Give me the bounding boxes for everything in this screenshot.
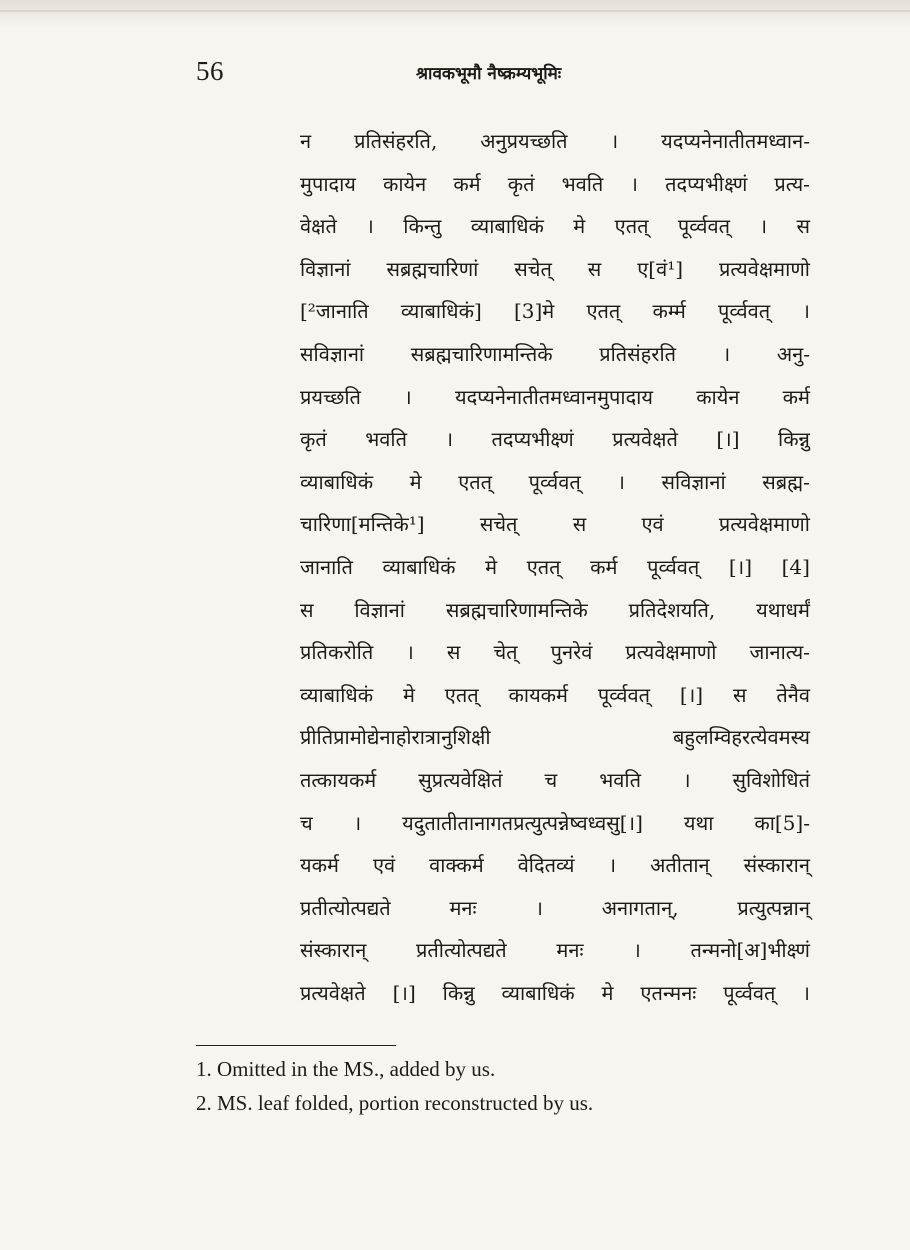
text-word: तेनैव [776,682,810,707]
text-word: । [802,299,810,324]
text-word: एवं [372,853,396,878]
text-word: व्याबाधिकं [501,980,575,1005]
text-line [300,716,810,759]
text-word: विज्ञानां [354,597,405,622]
text-word: संस्कारान् [743,853,810,878]
text-line [300,290,810,333]
text-word: । [608,853,617,878]
text-word: [।] [716,427,740,452]
text-word: प्रतीत्योत्पद्यते [300,895,391,920]
text-line [300,333,810,376]
scan-edge-line [0,10,910,12]
text-word: वेक्षते [300,214,337,239]
text-line [300,120,810,163]
text-word: जानाति [300,554,353,579]
text-word: प्रीतिप्रामोद्येनाहोरात्रानुशिक्षी [300,725,491,750]
text-word: स [572,512,587,537]
text-word: यदुतातीतानागतप्रत्युत्पन्नेष्वध्वसु[।] [402,810,643,835]
text-word: प्रत्यवेक्षमाणो [625,640,717,665]
text-word: । [353,810,362,835]
text-line [300,802,810,845]
text-word: मनः [449,895,477,920]
text-word: सब्रह्मचारिणामन्तिके [410,341,553,366]
text-word: भवति [561,171,604,196]
text-word: । [366,214,374,239]
text-word: का[5]- [754,810,810,835]
text-line [300,503,810,546]
text-word: किन्नु [442,980,475,1005]
text-line [300,205,810,248]
text-word: प्रतिसंहरति [599,341,677,366]
text-word: कर्म [453,171,481,196]
text-word: कायेन [382,171,427,196]
text-word: पूर्व्ववत् [647,554,700,579]
text-word: कृतं [507,171,535,196]
text-word: भवति [365,427,407,452]
text-word: स [732,682,747,707]
text-word: एतत् [586,299,621,324]
text-word: स [796,214,810,239]
text-word: प्रतिदेशयति, [628,597,716,622]
text-word: पूर्व्ववत् [718,299,771,324]
text-word: एतन्मनः [640,980,697,1005]
text-word: च [544,767,558,792]
text-word: प्रतीत्योत्पद्यते [416,938,507,963]
text-line [300,972,810,1015]
text-word: भवति [599,767,641,792]
page-number: 56 [196,56,224,86]
text-word: व्याबाधिकं [300,682,374,707]
text-word: । [404,384,412,409]
text-word: [।] [679,682,704,707]
text-word: कायकर्म [508,682,568,707]
text-word: [²जानाति [300,299,369,324]
footnotes [196,1052,796,1120]
text-word: प्रयच्छति [300,384,361,409]
footnote-item: 2. MS. leaf folded, portion reconstructed by us. [196,1091,594,1115]
text-word: सचेत् [514,256,552,281]
text-word: स [300,597,314,622]
text-line [300,887,810,930]
text-word: प्रत्यवेक्षते [300,980,366,1005]
text-word: प्रत्यवेक्षते [612,427,678,452]
text-word: अनु- [776,341,810,366]
text-word: प्रत्य- [774,171,810,196]
text-word: एतत् [614,214,649,239]
text-word: । [406,640,414,665]
text-word: यदप्यनेनातीतमध्वान- [661,129,810,153]
text-line [300,418,810,461]
text-word: अनुप्रयच्छति [480,129,568,153]
text-word: कायेन [696,384,740,409]
text-word: यथा [683,810,714,835]
text-line [300,631,810,674]
text-word: कर्म्म [652,299,686,324]
text-word: । [802,980,810,1005]
text-word: प्रतिसंहरति, [354,129,438,153]
text-word: मे [409,469,422,494]
main-text-block [300,120,810,1014]
text-word: सुप्रत्यवेक्षितं [418,767,503,792]
text-word: वेदितव्यं [517,853,575,878]
text-word: कर्म [590,554,618,579]
footnote-item: 1. Omitted in the MS., added by us. [196,1057,496,1081]
text-word: यदप्यनेनातीतमध्वानमुपादाय [454,384,653,409]
text-word: । [759,214,768,239]
text-word: न [300,129,312,153]
text-word: प्रत्युत्पन्नान् [737,895,810,920]
text-word: । [682,767,691,792]
text-word: एतत् [444,682,479,707]
text-word: चारिणा[मन्तिके¹] [300,512,425,537]
footnote-divider [196,1045,396,1046]
text-word: कृतं [300,427,327,452]
text-word: पूर्व्ववत् [677,214,731,239]
text-word: [3]मे [513,299,555,324]
text-word: पूर्व्ववत् [723,980,776,1005]
text-word: विज्ञानां [300,256,351,281]
text-line [300,163,810,206]
text-word: पूर्व्ववत् [528,469,581,494]
text-line [300,674,810,717]
text-line [300,929,810,972]
text-word: व्याबाधिकं [382,554,456,579]
text-word: सब्रह्मचारिणामन्तिके [445,597,588,622]
text-line [300,546,810,589]
text-word: एतत् [526,554,561,579]
text-line [300,461,810,504]
text-word: । [445,427,454,452]
text-word: । [610,129,619,153]
text-word: मनः [556,938,584,963]
text-word: अतीतान् [650,853,710,878]
text-word: सचेत् [479,512,518,537]
text-word: । [630,171,638,196]
text-word: पुनरेवं [550,640,593,665]
text-word: मे [573,214,586,239]
scan-edge-shadow [0,0,910,28]
text-line [300,589,810,632]
text-word: । [535,895,543,920]
text-word: तत्कायकर्म [300,767,377,792]
text-line [300,248,810,291]
text-word: सब्रह्म- [762,469,810,494]
text-word: व्याबाधिकं] [400,299,482,324]
text-word: । [617,469,625,494]
text-word: प्रत्यवेक्षमाणो [718,256,810,281]
text-line [300,376,810,419]
text-word: सब्रह्मचारिणां [386,256,479,281]
text-word: सुविशोधितं [732,767,810,792]
text-word: संस्कारान् [300,938,367,963]
text-word: व्याबाधिकं [300,469,374,494]
text-word: च [300,810,313,835]
text-word: व्याबाधिकं [470,214,544,239]
text-word: वाक्कर्म [429,853,484,878]
text-word: जानात्य- [749,640,810,665]
text-word: प्रत्यवेक्षमाणो [718,512,810,537]
text-word: । [722,341,731,366]
text-word: तदप्यभीक्ष्णं [665,171,748,196]
text-word: यथाधर्मं [756,597,810,622]
text-word: एतत् [458,469,493,494]
text-word: मुपादाय [300,171,356,196]
text-word: मे [601,980,614,1005]
text-line [300,844,810,887]
text-word: कर्म [782,384,810,409]
text-word: पूर्व्ववत् [597,682,651,707]
text-word: किन्नु [778,427,810,452]
text-word: एवं [641,512,664,537]
text-word: प्रतिकरोति [300,640,374,665]
text-word: [4] [781,554,810,579]
running-head: श्रावकभूमौ नैष्क्रम्यभूमिः [416,64,562,84]
text-word: स [446,640,461,665]
text-word: स [587,256,602,281]
text-word: तन्मनो[अ]भीक्ष्णं [690,938,810,963]
text-word: सविज्ञानां [300,341,365,366]
text-word: मे [402,682,415,707]
text-word: किन्तु [403,214,442,239]
text-word: मे [485,554,498,579]
text-word: ए[वं¹] [637,256,684,281]
text-word: सविज्ञानां [661,469,726,494]
text-word: तदप्यभीक्ष्णं [491,427,574,452]
text-word: यकर्म [300,853,339,878]
text-word: चेत् [493,640,518,665]
text-word: अनागतान्, [601,895,679,920]
text-line [300,759,810,802]
text-word: [।] [728,554,753,579]
text-word: बहुलम्विहरत्येवमस्य [672,725,810,750]
text-word: [।] [392,980,416,1005]
text-word: । [633,938,641,963]
